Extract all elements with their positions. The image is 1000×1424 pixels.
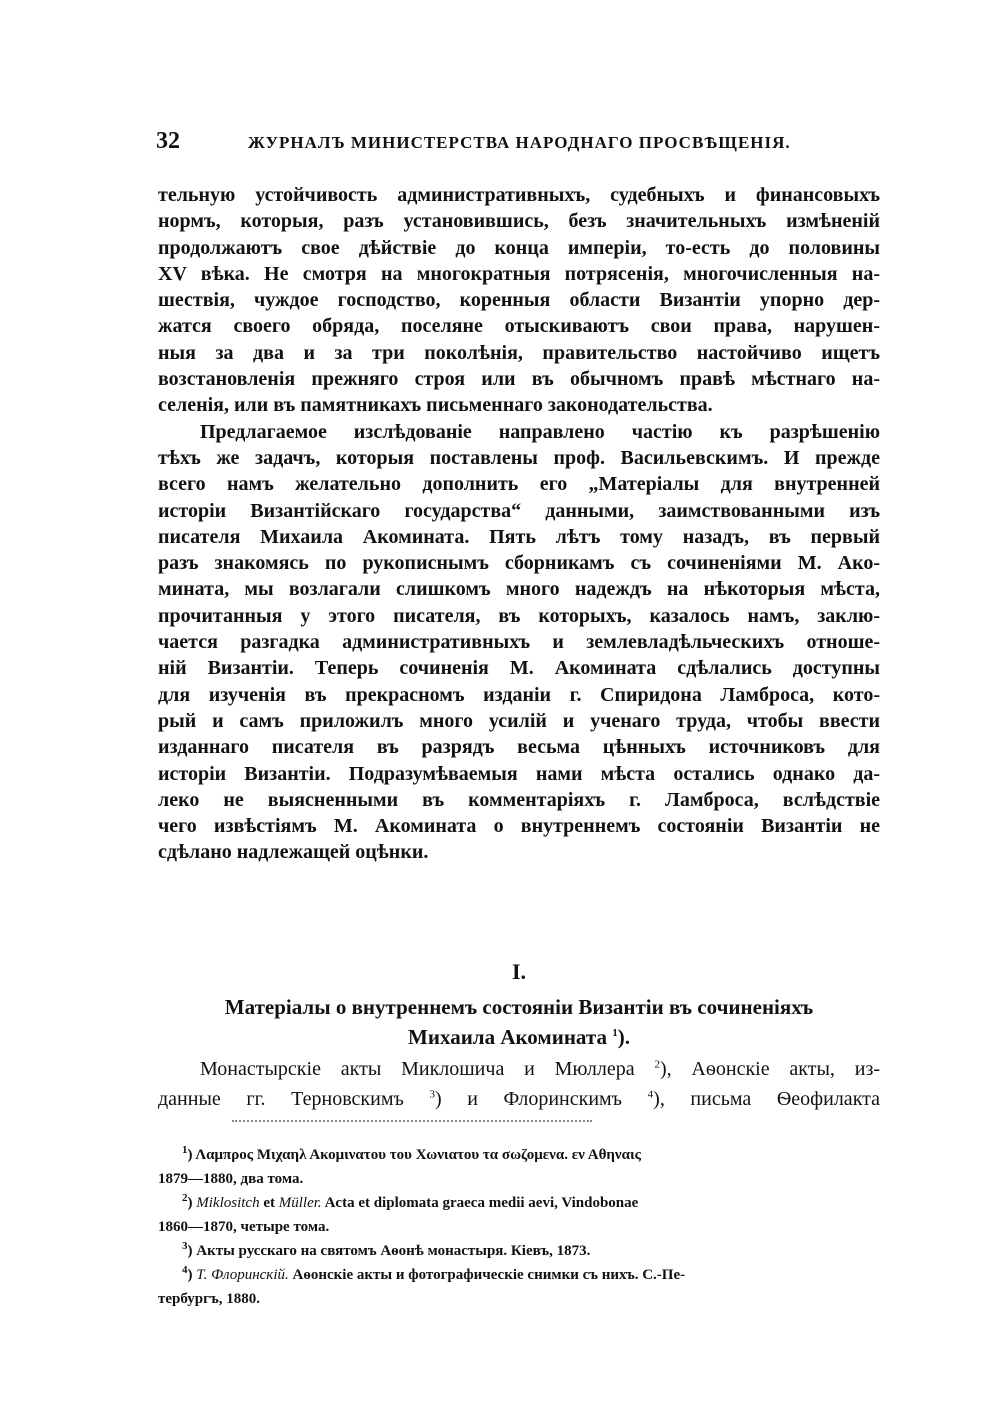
footnote-2: $^2$) Miklositch et Müller. Acta et diplomata graeca medii aevi, Vindobonae 1860—1870, четыре тома. — [182, 1191, 878, 1239]
footnote-ref: 4 — [647, 1088, 654, 1101]
text-line: сдѣлано надлежащей оцѣнки. — [158, 841, 429, 864]
text-line: тельную устойчивость административныхъ, судебныхъ и финансовыхъ — [158, 184, 880, 206]
footnote-ref: 1 — [612, 1027, 618, 1039]
footnote-text-continued: 1860—1870, четыре тома. — [158, 1219, 330, 1235]
footnote-text: Аѳонскіе акты и фотографическіе снимки съ нихъ. С.-Пе- — [288, 1267, 686, 1283]
footnote-ref: 2 — [654, 1058, 660, 1071]
footnote-mark: 1 — [182, 1144, 188, 1156]
page-cut-line — [232, 1120, 592, 1128]
text-line: шествія, чуждое господство, коренныя области Византіи упорно дер- — [158, 289, 880, 312]
text-segment: Монастырскіе акты Миклошича и Мюллера — [200, 1058, 635, 1080]
text-line: рый и самъ приложилъ много усилій и ученаго труда, чтобы ввести — [158, 709, 880, 732]
footnote-author: Müller. — [278, 1195, 322, 1211]
text-line: жатся своего обряда, поселяне отыскиваютъ свои права, нарушен- — [158, 315, 880, 338]
section-heading-line-2 — [158, 1022, 880, 1052]
section-paragraph — [158, 1054, 880, 1114]
text-line: возстановленія прежняго строя или въ обычномъ правѣ мѣстнаго на- — [158, 368, 880, 391]
text-segment: данные гг. Терновскимъ — [158, 1088, 404, 1110]
footnote-author: Miklositch — [196, 1195, 260, 1211]
footnotes — [158, 1143, 878, 1311]
text-line: ній Византіи. Теперь сочиненія М. Акомината сдѣлались доступны — [158, 657, 880, 680]
section-heading — [158, 992, 880, 1052]
section-heading-line-1: Матеріалы о внутреннемъ состояніи Византіи въ сочиненіяхъ — [224, 995, 814, 1019]
section-number: I. — [511, 959, 527, 984]
running-title: ЖУРНАЛЪ МИНИСТЕРСТВА НАРОДНАГО ПРОСВѢЩЕНІЯ. — [248, 133, 791, 152]
text-line: ныя за два и за три поколѣнія, правительство настойчиво ищетъ — [158, 341, 880, 364]
text-segment: ), письма Ѳеофилакта — [653, 1088, 881, 1110]
text-line: продолжаютъ свое дѣйствіе до конца имперіи, то-есть до половины — [158, 236, 880, 259]
footnote-mark: 3 — [182, 1240, 188, 1252]
text-line: исторіи Византіи. Подразумѣваемыя нами мѣста остались однако да- — [158, 762, 880, 785]
footnote-text-continued: тербургъ, 1880. — [158, 1291, 260, 1307]
footnote-3 — [182, 1239, 878, 1263]
text-line — [158, 1084, 880, 1114]
section-heading-end: ). — [617, 1025, 630, 1049]
text-line: исторіи Византійскаго государства“ данными, заимствованными изъ — [158, 499, 880, 522]
footnote-text: ) Λαμπρος Μιχαηλ Ακομινατου του Χωνιατου τα σωζομενα. εν Αθηναις — [187, 1147, 641, 1163]
section-heading-text: Михаила Акомината — [408, 1025, 607, 1049]
text-line: прочитанныя у этого писателя, въ которыхъ, казалось намъ, заклю- — [158, 604, 880, 627]
text-line: селенія, или въ памятникахъ письменнаго законодательства. — [158, 394, 713, 417]
text-segment: ) и Флоринскимъ — [434, 1088, 623, 1110]
footnote-author: Т. Флоринскій. — [196, 1267, 289, 1283]
text-line: чается разгадка административныхъ и землевладѣльческихъ отноше- — [158, 631, 880, 654]
text-line: для изученія въ прекрасномъ изданіи г. Спиридона Ламброса, кото- — [158, 683, 880, 706]
paragraph-2 — [158, 419, 880, 866]
footnote-ref: 3 — [429, 1088, 435, 1101]
footnote-text: et — [259, 1195, 279, 1211]
body-text — [158, 182, 880, 866]
text-line: нормъ, которыя, разъ установившись, безъ значительныхъ измѣненій — [158, 210, 880, 233]
text-line: тѣхъ же задачъ, которыя поставлены проф. Васильевскимъ. И прежде — [158, 446, 880, 469]
text-line: писателя Михаила Акомината. Пять лѣтъ тому назадъ, въ первый — [158, 525, 880, 548]
text-line: XV вѣка. Не смотря на многократныя потрясенія, многочисленныя на- — [158, 262, 880, 285]
text-line: разъ знакомясь по рукописнымъ сборникамъ съ сочиненіями М. Ако- — [158, 552, 880, 575]
footnote-mark: 2 — [182, 1192, 188, 1204]
text-segment: ), Аѳонскіе акты, из- — [659, 1058, 881, 1080]
section-title-block — [158, 958, 880, 1052]
text-line: Предлагаемое изслѣдованіе направлено частію къ разрѣшенію — [200, 420, 880, 443]
footnote-1 — [158, 1143, 878, 1191]
text-line: всего намъ желательно дополнить его „Матеріалы для внутренней — [158, 473, 880, 496]
page-header — [156, 128, 876, 158]
text-line — [158, 1054, 880, 1084]
footnote-mark: 4 — [182, 1264, 188, 1276]
text-line: мината, мы возлагали слишкомъ много надеждъ на нѣкоторыя мѣста, — [158, 578, 880, 601]
text-line: изданнаго писателя въ разрядъ весьма цѣнныхъ источниковъ для — [158, 736, 880, 759]
footnote-text-continued: 1879—1880, два тома. — [158, 1171, 304, 1187]
footnote-text: Acta et diplomata graeca medii aevi, Vindobonae — [321, 1195, 639, 1211]
footnote-text: ) Акты русскаго на святомъ Аѳонѣ монастыря. Кіевъ, 1873. — [187, 1243, 591, 1259]
footnote-4: $^4$) Т. Флоринскій. Аѳонскіе акты и фотографическіе снимки съ нихъ. С.-Пе- тербургъ, 1880. — [182, 1263, 878, 1311]
page-number: 32 — [156, 128, 180, 154]
text-line: чего извѣстіямъ М. Акомината о внутреннемъ состояніи Византіи не — [158, 815, 880, 838]
text-line: леко не выясненными въ комментаріяхъ г. Ламброса, вслѣдствіе — [158, 788, 880, 811]
paragraph-1 — [158, 182, 880, 419]
